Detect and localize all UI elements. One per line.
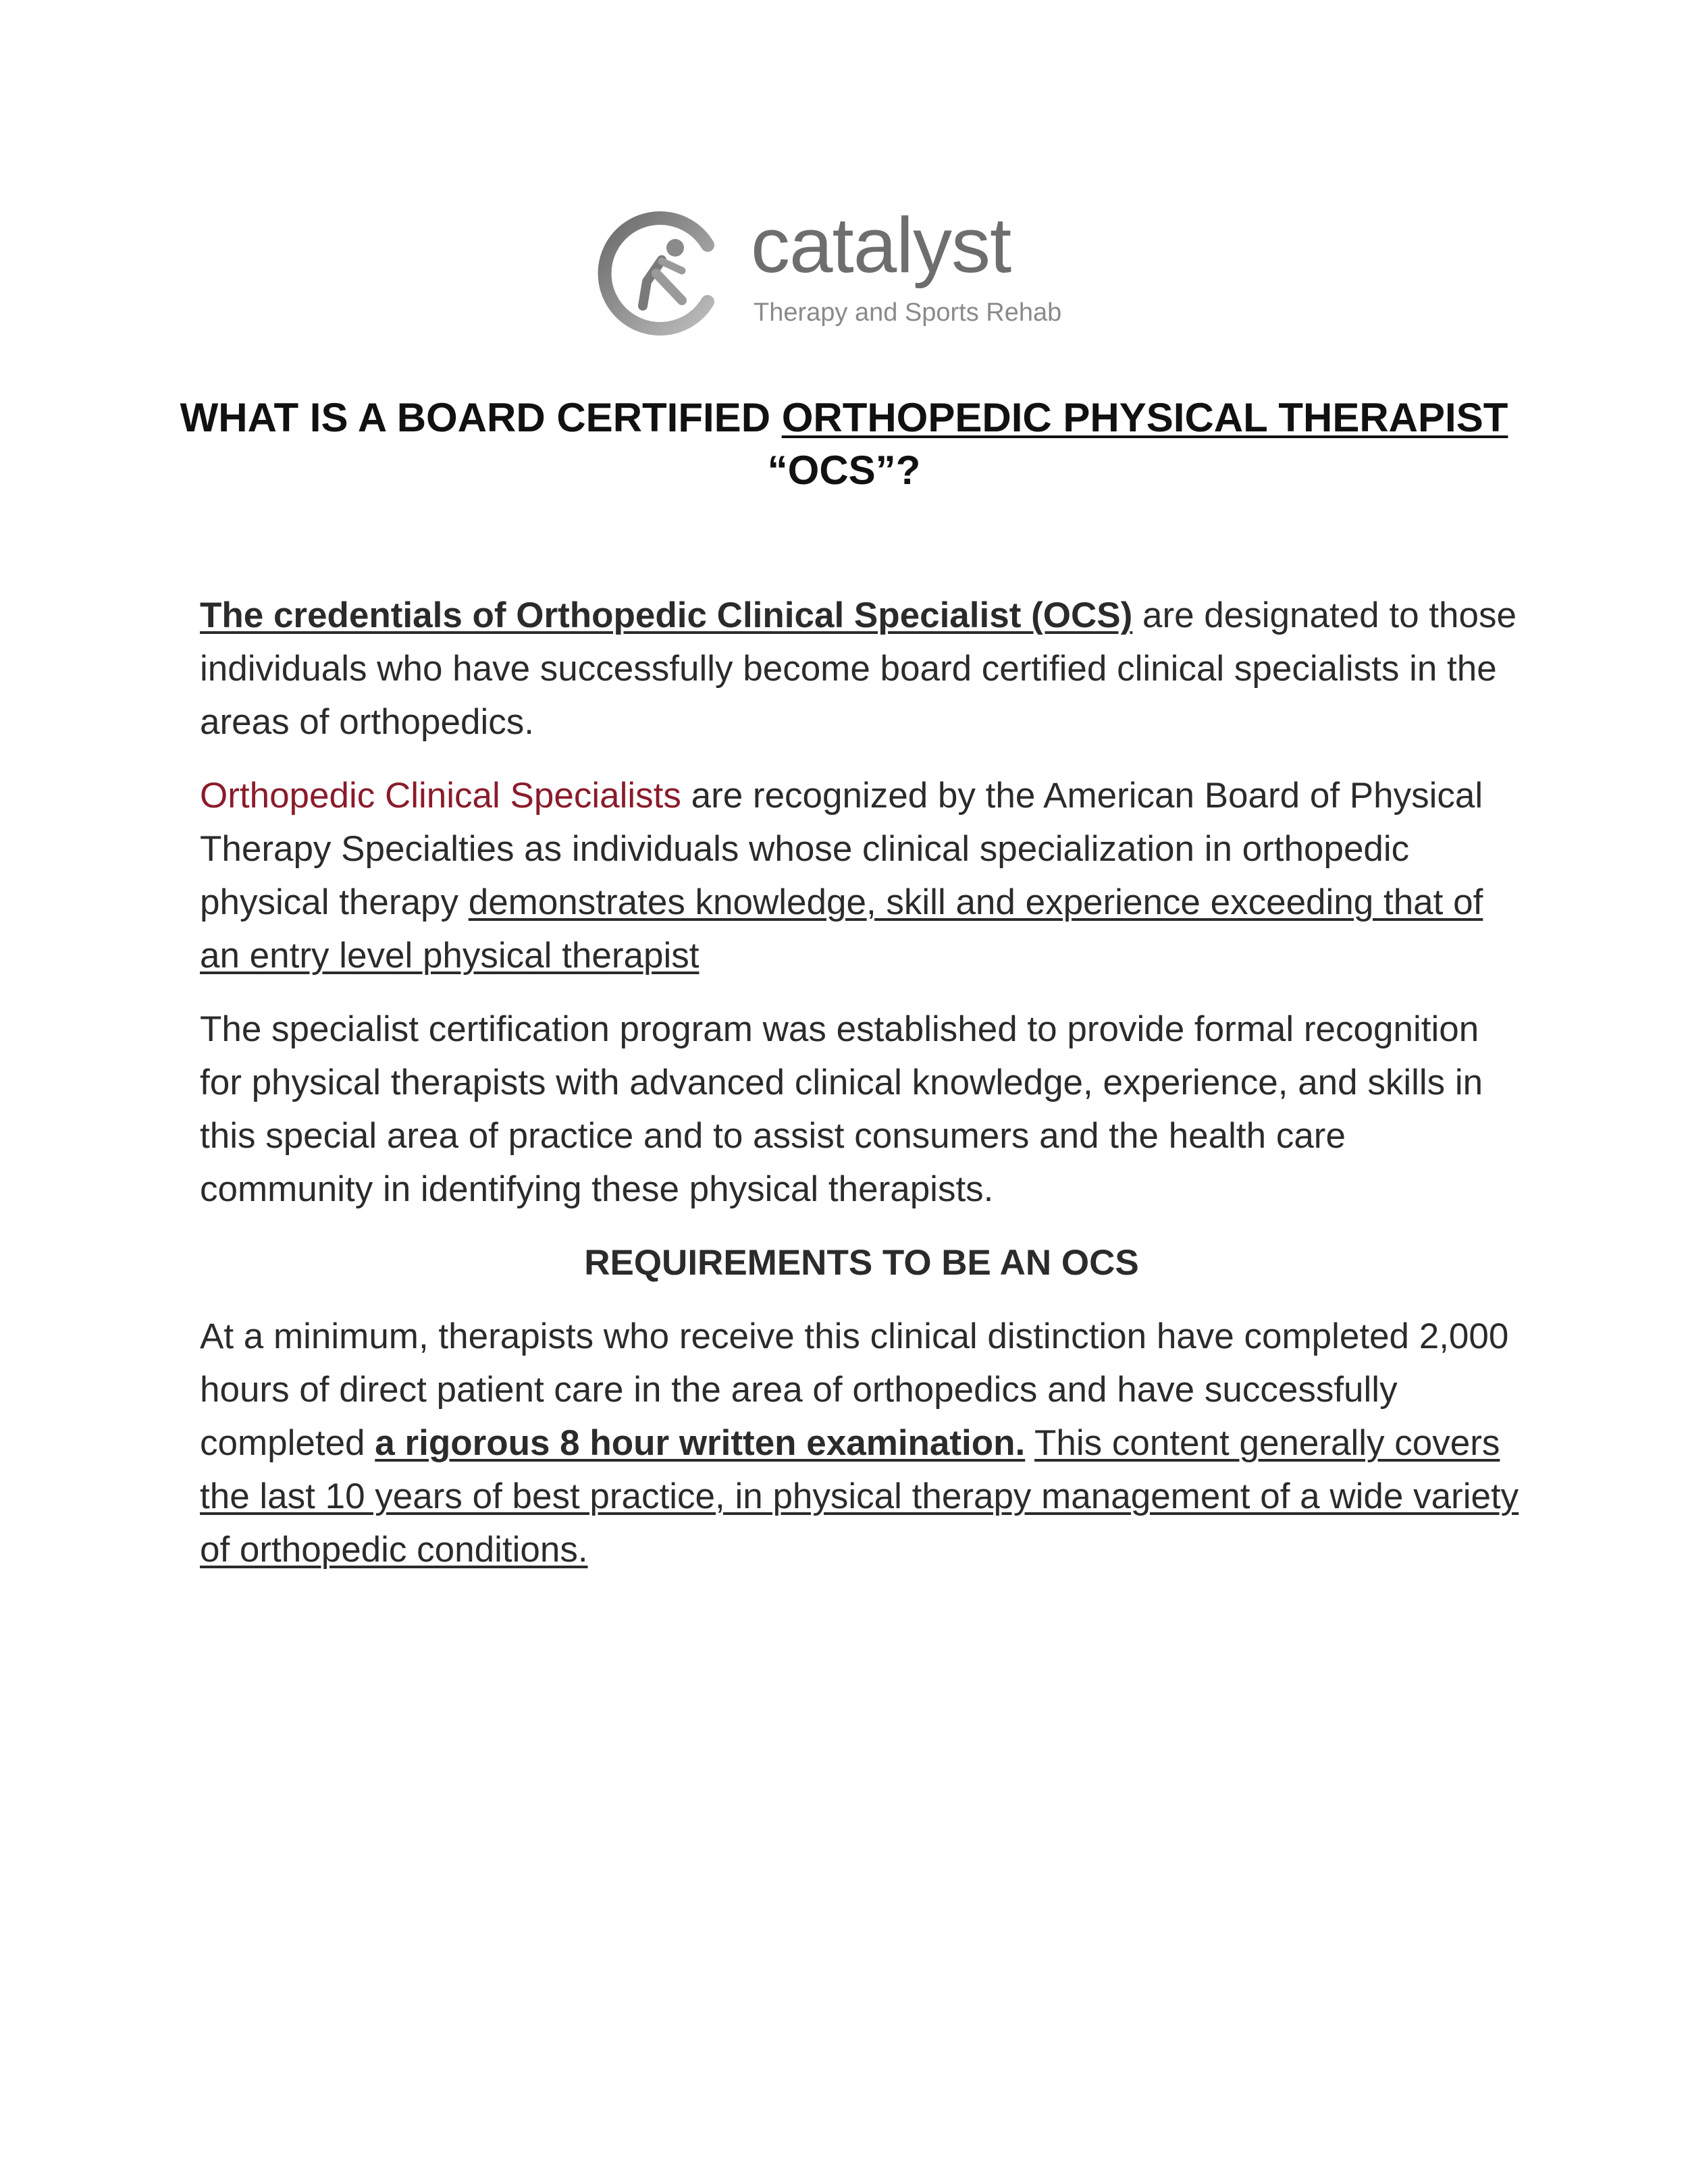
exam-emphasis: a rigorous 8 hour written examination. (375, 1423, 1026, 1463)
document-body (200, 589, 1523, 1597)
title-part1: WHAT IS A BOARD CERTIFIED (180, 395, 782, 440)
requirements-heading: REQUIREMENTS TO BE AN OCS (584, 1243, 1139, 1283)
paragraph-recognition (200, 769, 1523, 982)
title-part2: “OCS”? (767, 448, 921, 493)
title-underlined: ORTHOPEDIC PHYSICAL THERAPIST (781, 395, 1508, 440)
requirements-start: At a minimum, therapists who receive this clinical distinction have completed 2,000 hours of direct patient care in the area of orthopedics and have successfully completed (200, 1316, 1509, 1463)
credentials-lead: The credentials of Orthopedic Clinical Specialist (OCS) (200, 595, 1133, 635)
credentials-rest: are designated to those individuals who have successfully become board certified clinical specialists in the areas of orthopedics. (200, 595, 1516, 742)
recognition-underlined: demonstrates knowledge, skill and experience exceeding that of an entry level physical therapist (200, 882, 1483, 976)
requirements-underlined: This content generally covers the last 10 years of best practice, in physical therapy management of a wide variety of orthopedic conditions. (200, 1423, 1519, 1570)
logo-tagline: Therapy and Sports Rehab (754, 298, 1062, 327)
catalyst-logo (594, 201, 1107, 341)
catalyst-runner-icon (594, 206, 729, 341)
ocs-highlight: Orthopedic Clinical Specialists (200, 776, 681, 816)
recognition-middle: are recognized by the American Board of Physical Therapy Specialties as individuals whose clinical specialization in orthopedic physical therapy (200, 776, 1483, 922)
paragraph-program: The specialist certification program was established to provide formal recognition for physical therapists with advanced clinical knowledge, experience, and skills in this special area of practice and to assist consumers and the health care community in identifying these physical therapists. (200, 1009, 1483, 1209)
requirements-space (1025, 1423, 1034, 1463)
logo-wordmark: catalyst (751, 201, 1011, 289)
page-title (169, 392, 1519, 497)
paragraph-requirements (200, 1310, 1523, 1576)
paragraph-credentials (200, 589, 1523, 749)
